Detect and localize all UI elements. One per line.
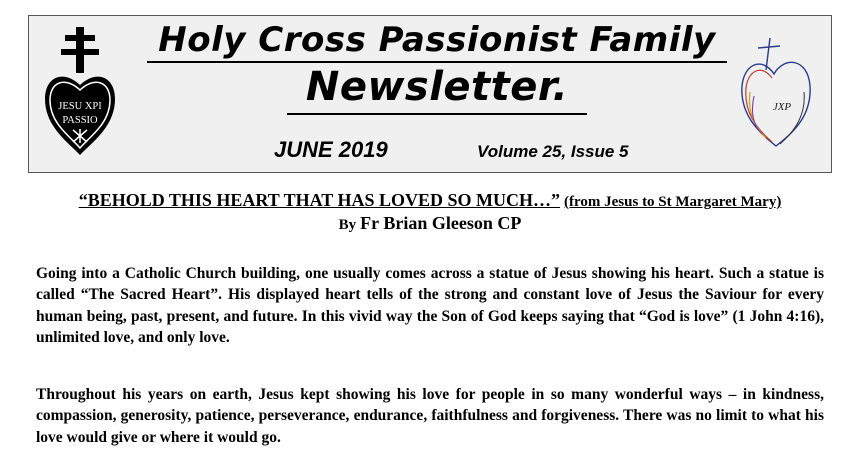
- jxp-monogram: JXP: [772, 101, 792, 113]
- passionist-emblem-icon: [43, 27, 117, 155]
- article-title: [0, 190, 860, 211]
- masthead: [28, 15, 832, 173]
- byline-prefix: By: [338, 217, 357, 233]
- emblem-text-line2: PASSIO: [62, 115, 98, 126]
- emblem-text-line1: JESU XPI: [58, 101, 102, 112]
- article-paragraph: Throughout his years on earth, Jesus kept showing his love for people in so many wonderful ways – in kindness, compassion, generosity, patience, perseverance, endurance, faithfulness and forgiveness. There was no limit to what his love would give or where it would go.: [36, 386, 824, 446]
- title-underline: [147, 61, 727, 63]
- newsletter-title-line2: Newsletter.: [305, 64, 569, 110]
- article-byline: [0, 213, 860, 234]
- byline-author: Fr Brian Gleeson CP: [360, 213, 522, 233]
- article-title-note: (from Jesus to St Margaret Mary): [564, 194, 782, 210]
- article-title-main: “BEHOLD THIS HEART THAT HAS LOVED SO MUCH…”: [78, 190, 561, 210]
- title-underline: [287, 113, 587, 115]
- newsletter-title-line1: Holy Cross Passionist Family: [158, 20, 716, 60]
- issue-volume: Volume 25, Issue 5: [477, 142, 629, 161]
- article-paragraph: Going into a Catholic Church building, one usually comes across a statue of Jesus showing his heart. Such a statue is called “The Sacred Heart”. His displayed heart tells of the strong and constant love of Jesus the Saviour for every human being, past, present, and future. In this vivid way the Son of God keeps saying that “God is love” (1 John 4:16), unlimited love, and only love.: [36, 265, 824, 346]
- issue-date: JUNE 2019: [274, 137, 388, 162]
- heart-sketch-logo-icon: [736, 34, 814, 152]
